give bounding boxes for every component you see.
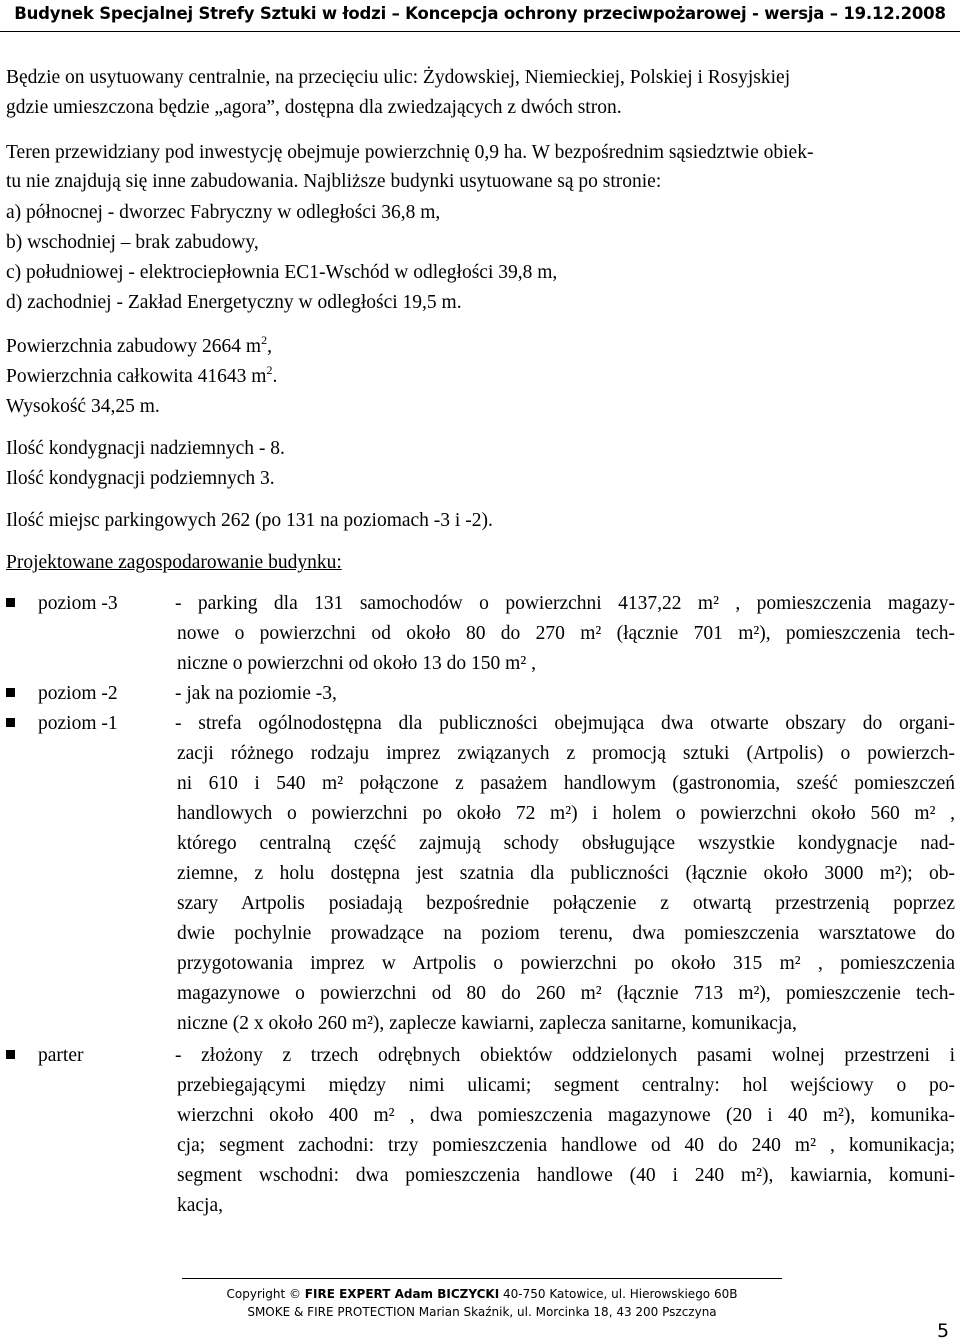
description-line: cja; segment zachodni: trzy pomieszczenia handlowe od 40 do 240 m² , komunikacja; [177, 1135, 955, 1156]
description-line: handlowych o powierzchni po około 72 m²) i holem o powierzchni około 560 m² , [177, 803, 955, 824]
side-north: a) północnej - dworzec Fabryczny w odległości 36,8 m, [6, 202, 441, 223]
side-west: d) zachodniej - Zakład Energetyczny w odległości 19,5 m. [6, 292, 462, 313]
description-line: niczne (2 x około 260 m²), zaplecze kawiarni, zaplecza sanitarne, komunikacja, [177, 1013, 797, 1034]
page-number: 5 [937, 1320, 950, 1342]
floors-above-ground: Ilość kondygnacji nadziemnych - 8. [6, 438, 285, 459]
floors-below-ground: Ilość kondygnacji podziemnych 3. [6, 468, 275, 489]
description-line: którego centralną część zajmują schody obsługujące wszystkie kondygnacje nad- [177, 833, 955, 854]
description-line: szary Artpolis posiadają bezpośrednie połączenie z otwartą przestrzenią poprzez [177, 893, 955, 914]
description-line: niczne o powierzchni od około 13 do 150 m² , [177, 653, 536, 674]
level-name: poziom -2 [38, 683, 118, 704]
footer-rule [182, 1278, 782, 1279]
description-line: zacji różnego rodzaju imprez związanych z promocją sztuki (Artpolis) o powierzch- [177, 743, 955, 764]
description-line: magazynowe o powierzchni od 80 do 260 m² (łącznie 713 m²), pomieszczenie tech- [177, 983, 955, 1004]
page-header-title: Budynek Specjalnej Strefy Sztuki w łodzi – Koncepcja ochrony przeciwpożarowej - wersja – 19.12.2008 [14, 4, 946, 23]
bullet-icon [6, 718, 15, 727]
header-rule [0, 31, 960, 32]
intro-line: gdzie umieszczona będzie „agora”, dostępna dla zwiedzających z dwóch stron. [6, 97, 622, 118]
section-title: Projektowane zagospodarowanie budynku: [6, 552, 342, 573]
description-line: - złożony z trzech odrębnych obiektów oddzielonych pasami wolnej przestrzeni i [175, 1045, 955, 1066]
level-name: poziom -1 [38, 713, 118, 734]
description-line: - jak na poziomie -3, [175, 683, 337, 704]
bullet-icon [6, 1050, 15, 1059]
description-line: kacja, [177, 1195, 224, 1216]
description-line: - parking dla 131 samochodów o powierzchni 4137,22 m² , pomieszczenia magazy- [175, 593, 955, 614]
intro-line: Teren przewidziany pod inwestycję obejmuje powierzchnię 0,9 ha. W bezpośrednim sąsiedztwie obiek- [6, 142, 814, 163]
description-line: ni 610 i 540 m² połączone z pasażem handlowym (gastronomia, sześć pomieszczeń [177, 773, 955, 794]
description-line: nowe o powierzchni od około 80 do 270 m² (łącznie 701 m²), pomieszczenia tech- [177, 623, 955, 644]
description-line: wierzchni około 400 m² , dwa pomieszczenia magazynowe (20 i 40 m²), komunika- [177, 1105, 955, 1126]
footer-copyright: Copyright © FIRE EXPERT Adam BICZYCKI 40-750 Katowice, ul. Hierowskiego 60B [226, 1287, 738, 1301]
intro-line: tu nie znajdują się inne zabudowania. Najbliższe budynki usytuowane są po stronie: [6, 171, 662, 192]
description-line: ziemne, z holu dostępna jest szatnia dla publiczności (łącznie około 3000 m²); ob- [177, 863, 955, 884]
built-area: Powierzchnia zabudowy 2664 $m^2$, [6, 333, 272, 357]
description-line: przebiegającymi między nimi ulicami; segment centralny: hol wejściowy o po- [177, 1075, 955, 1096]
description-line: - strefa ogólnodostępna dla publiczności obejmująca dwa otwarte obszary do organi- [175, 713, 955, 734]
intro-line: Będzie on usytuowany centralnie, na przecięciu ulic: Żydowskiej, Niemieckiej, Polskiej i Rosyjskiej [6, 67, 791, 88]
level-name: parter [38, 1045, 84, 1066]
footer-contact: SMOKE & FIRE PROTECTION Marian Skaźnik, ul. Morcinka 18, 43 200 Pszczyna [247, 1305, 717, 1319]
side-east: b) wschodniej – brak zabudowy, [6, 232, 259, 253]
description-line: dwie pochylnie prowadzące na poziom terenu, dwa pomieszczenia warsztatowe do [177, 923, 955, 944]
side-south: c) południowej - elektrociepłownia EC1-Wschód w odległości 39,8 m, [6, 262, 558, 283]
total-area: Powierzchnia całkowita 41643 $m^2$. [6, 363, 278, 387]
description-line: segment wschodni: dwa pomieszczenia handlowe (40 i 240 m²), kawiarnia, komuni- [177, 1165, 955, 1186]
building-height: Wysokość 34,25 m. [6, 396, 160, 417]
parking-spaces: Ilość miejsc parkingowych 262 (po 131 na poziomach -3 i -2). [6, 510, 493, 531]
description-line: przygotowania imprez w Artpolis o powierzchni po około 315 m² , pomieszczenia [177, 953, 955, 974]
bullet-icon [6, 598, 15, 607]
level-name: poziom -3 [38, 593, 118, 614]
bullet-icon [6, 688, 15, 697]
